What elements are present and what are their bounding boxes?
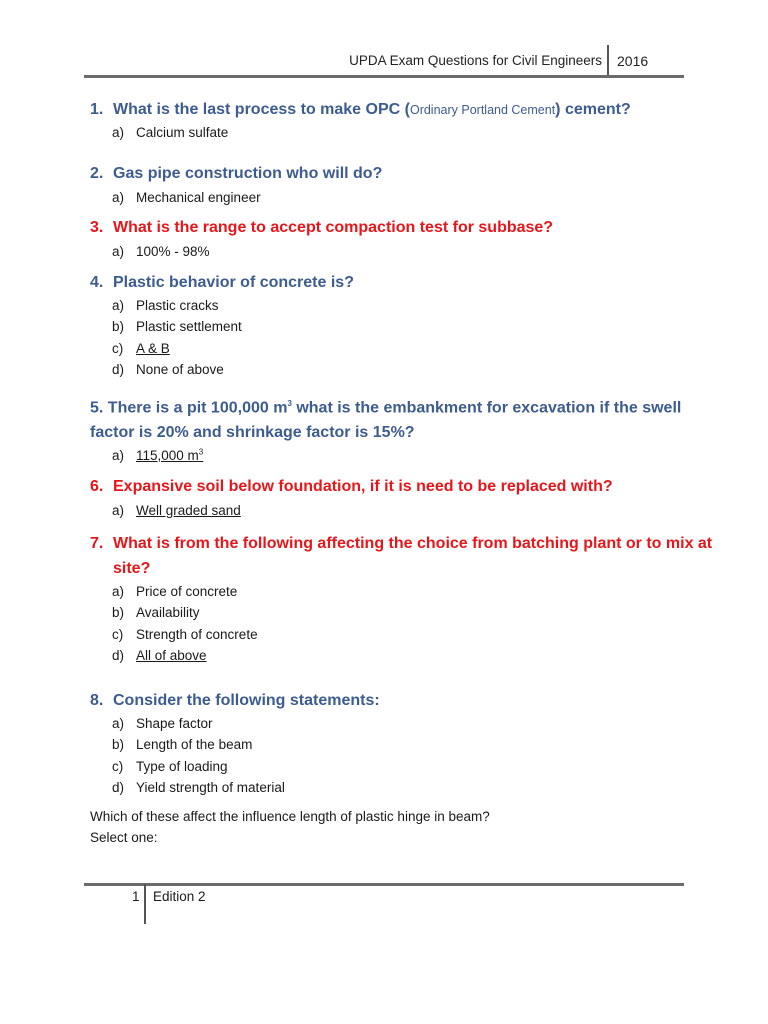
question-1	[90, 97, 631, 123]
option-letter: a)	[112, 716, 125, 731]
question-text: What is the range to accept compaction test for subbase?	[113, 219, 554, 236]
edition-label: Edition 2	[153, 889, 206, 904]
options-q5	[112, 441, 203, 462]
options-q6	[112, 500, 241, 521]
prompt-text: Which of these affect the influence length of plastic hinge in beam?	[90, 809, 490, 824]
option-item	[112, 734, 285, 755]
option-item	[112, 624, 258, 645]
question-text: Consider the following statements:	[113, 692, 380, 709]
option-item	[112, 756, 285, 777]
footer-divider	[144, 884, 146, 924]
option-letter: b)	[112, 737, 125, 753]
option-item	[112, 187, 261, 208]
header-rule	[84, 75, 684, 78]
option-letter: c)	[112, 340, 124, 356]
option-item	[112, 645, 258, 666]
options-q2	[112, 187, 261, 208]
options-q1	[112, 122, 228, 143]
option-text: Length of the beam	[136, 737, 253, 753]
footer-rule	[84, 883, 684, 886]
option-text: Yield strength of material	[136, 780, 285, 796]
question-text-post: ) cement?	[555, 101, 631, 118]
header-title: UPDA Exam Questions for Civil Engineers	[349, 53, 602, 68]
question-6	[90, 474, 613, 499]
option-text-answer: All of above	[136, 648, 207, 664]
question-number: 4.	[90, 274, 104, 291]
question-8-prompt	[90, 806, 490, 848]
question-number: 6.	[90, 478, 104, 495]
option-text-answer: Well graded sand	[136, 503, 241, 518]
option-item	[112, 295, 242, 316]
option-letter: c)	[112, 758, 124, 774]
option-text: Calcium sulfate	[136, 125, 229, 140]
answer-value: 115,000 m	[136, 447, 199, 463]
question-3	[90, 215, 553, 240]
superscript: 3	[198, 447, 204, 456]
option-letter: d)	[112, 648, 125, 664]
option-text: Mechanical engineer	[136, 190, 261, 205]
option-letter: a)	[112, 447, 125, 463]
header-year: 2016	[617, 53, 649, 69]
question-4	[90, 270, 354, 295]
question-text-line1: What is from the following affecting the choice from batching plant or to mix at	[113, 535, 713, 552]
header-divider	[607, 45, 609, 76]
option-item	[112, 713, 285, 734]
option-item	[112, 316, 242, 337]
options-q7	[112, 581, 258, 667]
option-item	[112, 777, 285, 798]
question-5	[90, 391, 681, 445]
option-item	[112, 602, 258, 623]
options-q8	[112, 713, 285, 799]
option-item	[112, 338, 242, 359]
question-text-line1-post: what is the embankment for excavation if the swell	[291, 399, 682, 417]
option-text-answer: A & B	[136, 340, 170, 356]
page-header	[84, 42, 684, 80]
question-text: Gas pipe construction who will do?	[113, 165, 383, 182]
option-letter: a)	[112, 244, 125, 259]
question-number: 3.	[90, 219, 104, 236]
option-text: Price of concrete	[136, 584, 238, 599]
question-text-pre: What is the last process to make OPC (	[113, 101, 410, 118]
option-text: 100% - 98%	[136, 244, 210, 259]
option-letter: a)	[112, 503, 125, 518]
option-text-answer	[136, 448, 203, 463]
question-text: Plastic behavior of concrete is?	[113, 274, 354, 291]
question-7	[90, 531, 712, 581]
option-letter: a)	[112, 125, 125, 140]
option-text: Type of loading	[136, 758, 228, 774]
options-q4	[112, 295, 242, 381]
option-text: Strength of concrete	[136, 626, 258, 642]
option-letter: d)	[112, 362, 125, 378]
option-text: Availability	[136, 605, 200, 621]
option-letter: b)	[112, 605, 125, 621]
option-text: Plastic settlement	[136, 319, 242, 335]
question-text-line2: site?	[113, 560, 151, 577]
question-text-line1-pre: 5. There is a pit 100,000 m	[90, 399, 288, 417]
options-q3	[112, 241, 210, 262]
option-letter: a)	[112, 298, 125, 313]
option-item	[112, 241, 210, 262]
select-one-text: Select one:	[90, 830, 158, 845]
question-2	[90, 161, 382, 186]
option-text: Plastic cracks	[136, 298, 219, 313]
option-item	[112, 581, 258, 602]
option-letter: a)	[112, 584, 125, 599]
question-8	[90, 688, 380, 713]
question-text-line2: factor is 20% and shrinkage factor is 15%?	[90, 424, 415, 442]
option-item	[112, 359, 242, 380]
option-item	[112, 441, 203, 462]
option-text: Shape factor	[136, 716, 213, 731]
question-text: Expansive soil below foundation, if it is need to be replaced with?	[113, 478, 613, 495]
option-letter: d)	[112, 780, 125, 796]
question-text-inner: Ordinary Portland Cement	[409, 103, 556, 117]
option-letter: a)	[112, 190, 125, 205]
question-number: 1.	[90, 101, 104, 118]
question-number: 2.	[90, 165, 104, 182]
option-letter: c)	[112, 626, 124, 642]
option-item	[112, 500, 241, 521]
option-item	[112, 122, 228, 143]
question-number: 7.	[90, 535, 104, 552]
superscript: 3	[287, 399, 292, 408]
page-number: 1	[132, 889, 140, 904]
option-text: None of above	[136, 362, 224, 378]
option-letter: b)	[112, 319, 125, 335]
question-number: 8.	[90, 692, 104, 709]
